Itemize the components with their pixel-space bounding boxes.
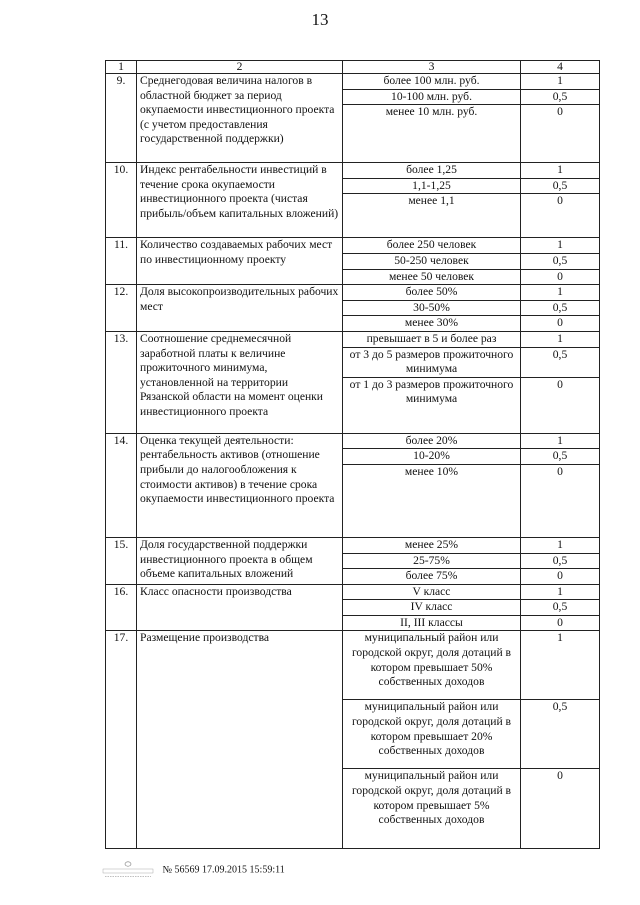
criterion-score: 1	[521, 331, 600, 347]
criterion-condition: более 1,25	[343, 163, 521, 179]
criterion-number: 13.	[106, 331, 137, 433]
criterion-condition: муниципальный район или городской округ, доля дотаций в котором превышает 50% собственных доходов	[343, 631, 521, 700]
criterion-condition: более 250 человек	[343, 238, 521, 254]
criterion-score: 0,5	[521, 553, 600, 569]
criterion-score: 0,5	[521, 600, 600, 616]
registration-number: № 56569 17.09.2015 15:59:11	[162, 864, 285, 876]
criterion-condition: от 1 до 3 размеров прожиточного минимума	[343, 377, 521, 433]
criterion-condition: более 50%	[343, 285, 521, 301]
criterion-condition: 50-250 человек	[343, 253, 521, 269]
criterion-number: 16.	[106, 584, 137, 631]
table-row	[106, 331, 600, 347]
criterion-condition: менее 50 человек	[343, 269, 521, 285]
criterion-condition: менее 25%	[343, 537, 521, 553]
criterion-condition: превышает в 5 и более раз	[343, 331, 521, 347]
criterion-score: 0,5	[521, 89, 600, 105]
criterion-condition: более 75%	[343, 569, 521, 585]
criteria-table	[105, 60, 600, 849]
column-header: 3	[343, 61, 521, 74]
criterion-condition: 10-100 млн. руб.	[343, 89, 521, 105]
table-row	[106, 163, 600, 179]
table-row	[106, 285, 600, 301]
criterion-score: 0,5	[521, 253, 600, 269]
criterion-name: Соотношение среднемесячной заработной платы к величине прожиточного минимума, установленной на территории Рязанской области на момент оценки инвестиционного проекта	[137, 331, 343, 433]
criterion-name: Доля государственной поддержки инвестиционного проекта в общем объеме капитальных вложений	[137, 537, 343, 584]
table-row	[106, 74, 600, 90]
criterion-score: 0	[521, 569, 600, 585]
criterion-score: 0	[521, 464, 600, 537]
table-row	[106, 537, 600, 553]
criterion-score: 0,5	[521, 300, 600, 316]
criterion-score: 1	[521, 238, 600, 254]
criterion-score: 1	[521, 584, 600, 600]
criterion-name: Среднегодовая величина налогов в областной бюджет за период окупаемости инвестиционного проекта (с учетом предоставления государственной поддержки)	[137, 74, 343, 163]
criterion-condition: от 3 до 5 размеров прожиточного минимума	[343, 347, 521, 377]
criterion-number: 17.	[106, 631, 137, 849]
header-row	[106, 61, 600, 74]
criterion-condition: 30-50%	[343, 300, 521, 316]
criterion-name: Индекс рентабельности инвестиций в течение срока окупаемости инвестиционного проекта (чистая прибыль/объем капитальных вложений)	[137, 163, 343, 238]
criterion-condition: более 100 млн. руб.	[343, 74, 521, 90]
criterion-score: 0,5	[521, 178, 600, 194]
criterion-number: 12.	[106, 285, 137, 332]
column-header: 4	[521, 61, 600, 74]
criterion-condition: муниципальный район или городской округ, доля дотаций в котором превышает 5% собственных доходов	[343, 769, 521, 849]
criterion-condition: V класс	[343, 584, 521, 600]
criterion-score: 0	[521, 377, 600, 433]
criterion-score: 0	[521, 194, 600, 238]
column-header: 1	[106, 61, 137, 74]
criterion-condition: менее 10 млн. руб.	[343, 105, 521, 163]
criterion-score: 0,5	[521, 347, 600, 377]
page-number: 13	[311, 10, 329, 29]
criterion-score: 0,5	[521, 700, 600, 769]
criterion-score: 1	[521, 433, 600, 449]
criterion-score: 0	[521, 105, 600, 163]
criterion-number: 9.	[106, 74, 137, 163]
criterion-score: 1	[521, 285, 600, 301]
criterion-score: 0	[521, 769, 600, 849]
criterion-name: Доля высокопроизводительных рабочих мест	[137, 285, 343, 332]
criterion-score: 0	[521, 615, 600, 631]
criterion-condition: муниципальный район или городской округ, доля дотаций в котором превышает 20% собственных доходов	[343, 700, 521, 769]
criterion-condition: более 20%	[343, 433, 521, 449]
criterion-number: 11.	[106, 238, 137, 285]
criterion-condition: II, III классы	[343, 615, 521, 631]
criterion-score: 1	[521, 631, 600, 700]
criterion-condition: 25-75%	[343, 553, 521, 569]
criterion-score: 1	[521, 74, 600, 90]
criterion-number: 15.	[106, 537, 137, 584]
criterion-score: 0	[521, 269, 600, 285]
criterion-score: 1	[521, 537, 600, 553]
criterion-condition: 10-20%	[343, 449, 521, 465]
criterion-score: 1	[521, 163, 600, 179]
table-row	[106, 631, 600, 700]
criterion-condition: 1,1-1,25	[343, 178, 521, 194]
criterion-condition: менее 10%	[343, 464, 521, 537]
criterion-condition: менее 1,1	[343, 194, 521, 238]
criterion-number: 14.	[106, 433, 137, 537]
criterion-name: Класс опасности производства	[137, 584, 343, 631]
criteria-body	[106, 74, 600, 849]
criterion-name: Размещение производства	[137, 631, 343, 849]
table-row	[106, 433, 600, 449]
table-row	[106, 238, 600, 254]
table-row	[106, 584, 600, 600]
criterion-name: Количество создаваемых рабочих мест по инвестиционному проекту	[137, 238, 343, 285]
criterion-name: Оценка текущей деятельности: рентабельность активов (отношение прибыли до налогообложения к стоимости активов) в течение срока окупаемости инвестиционного проекта	[137, 433, 343, 537]
footer	[102, 858, 285, 882]
logo-stamp	[102, 858, 154, 882]
column-header: 2	[137, 61, 343, 74]
criterion-score: 0,5	[521, 449, 600, 465]
criterion-condition: менее 30%	[343, 316, 521, 332]
criterion-score: 0	[521, 316, 600, 332]
criterion-number: 10.	[106, 163, 137, 238]
criterion-condition: IV класс	[343, 600, 521, 616]
